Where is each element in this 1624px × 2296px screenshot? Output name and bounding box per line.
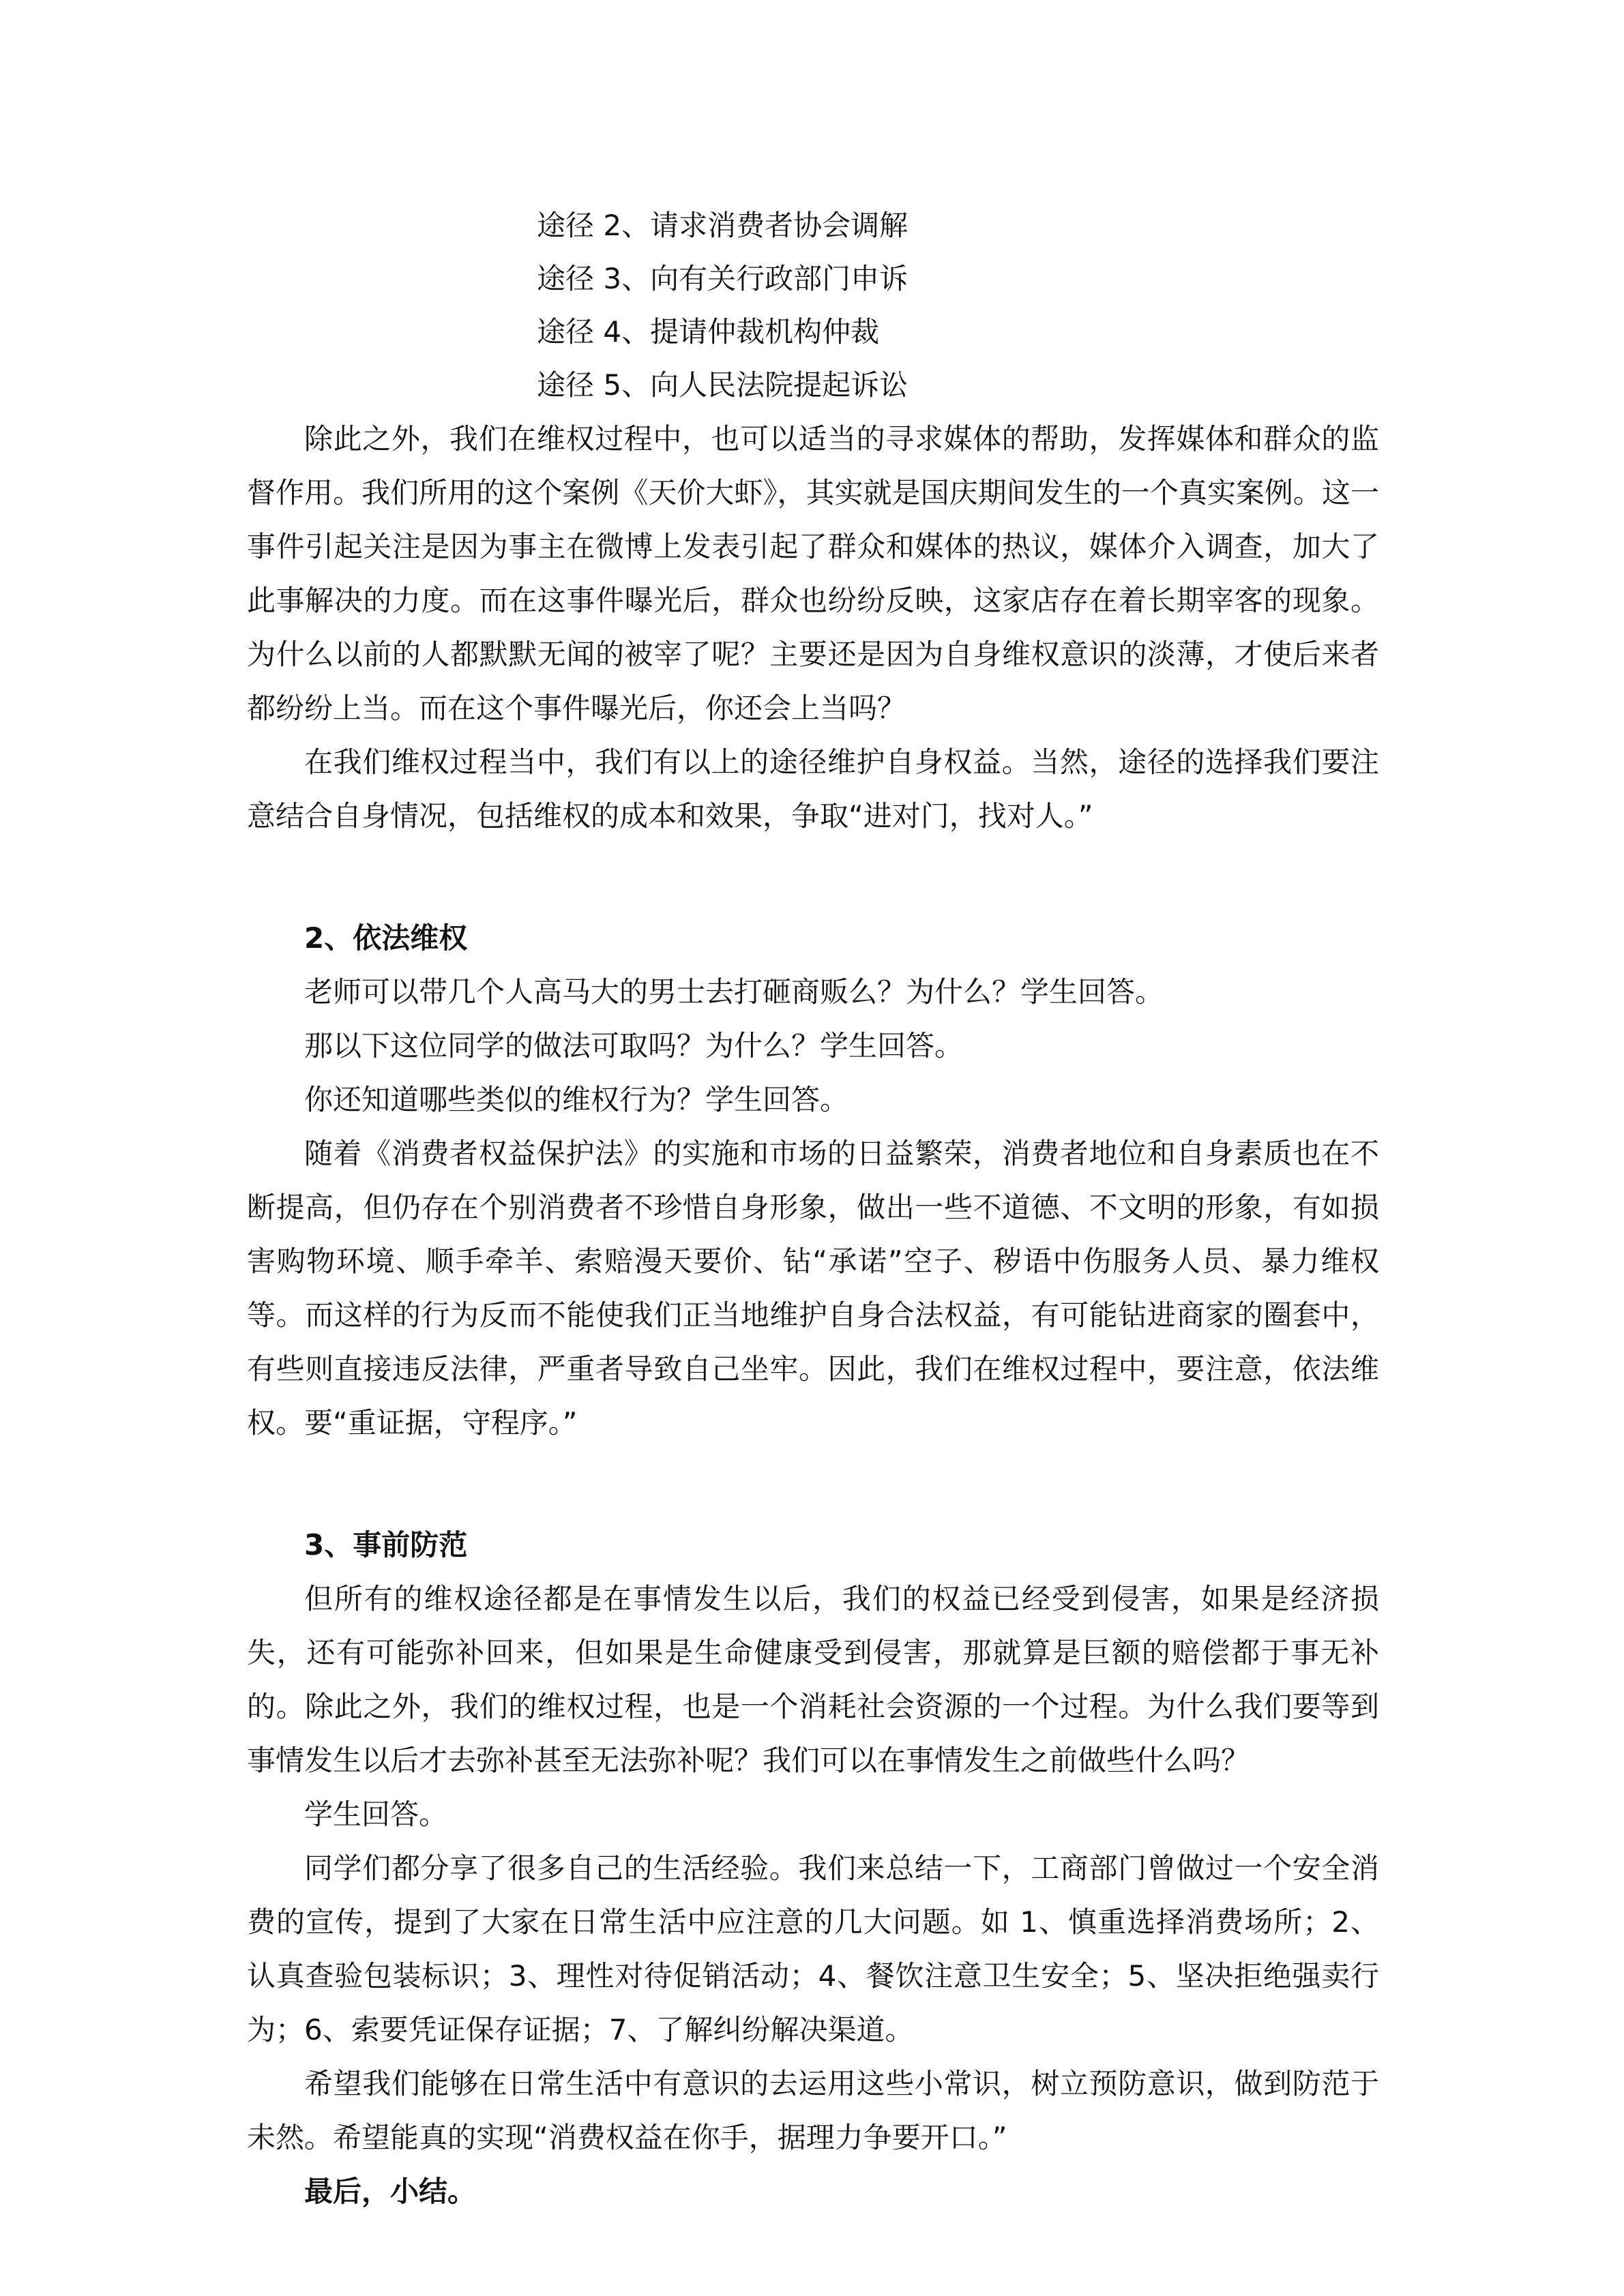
body-paragraph: 除此之外，我们在维权过程中，也可以适当的寻求媒体的帮助，发挥媒体和群众的监督作用。我们所用的这个案例《天价大虾》，其实就是国庆期间发生的一个真实案例。这一事件引起关注是因为事主在微博上发表引起了群众和媒体的热议，媒体介入调查，加大了此事解决的力度。而在这事件曝光后，群众也纷纷反映，这家店存在着长期宰客的现象。为什么以前的人都默默无闻的被宰了呢？主要还是因为自身维权意识的淡薄，才使后来者都纷纷上当。而在这个事件曝光后，你还会上当吗？ [247, 422, 1379, 725]
route-item: 途径 2、请求消费者协会调解 [537, 209, 909, 242]
body-paragraph: 那以下这位同学的做法可取吗？为什么？学生回答。 [304, 1029, 964, 1062]
body-paragraph: 随着《消费者权益保护法》的实施和市场的日益繁荣，消费者地位和自身素质也在不断提高，但仍存在个别消费者不珍惜自身形象，做出一些不道德、不文明的形象，有如损害购物环境、顺手牵羊、索赔漫天要价、钻“承诺”空子、秽语中伤服务人员、暴力维权等。而这样的行为反而不能使我们正当地维护自身合法权益，有可能钻进商家的圈套中，有些则直接违反法律，严重者导致自己坐牢。因此，我们在维权过程中，要注意，依法维权。要“重证据，守程序。” [247, 1137, 1379, 1440]
body-paragraph: 但所有的维权途径都是在事情发生以后，我们的权益已经受到侵害，如果是经济损失，还有可能弥补回来，但如果是生命健康受到侵害，那就算是巨额的赔偿都于事无补的。除此之外，我们的维权过程，也是一个消耗社会资源的一个过程。为什么我们要等到事情发生以后才去弥补甚至无法弥补呢？我们可以在事情发生之前做些什么吗？ [247, 1582, 1379, 1777]
document-content [247, 199, 1379, 2218]
route-item: 途径 3、向有关行政部门申诉 [537, 262, 909, 295]
route-item: 途径 4、提请仲裁机构仲裁 [537, 315, 880, 348]
closing-heading: 最后，小结。 [304, 2175, 477, 2208]
body-paragraph: 你还知道哪些类似的维权行为？学生回答。 [304, 1083, 849, 1116]
body-paragraph: 老师可以带几个人高马大的男士去打砸商贩么？为什么？学生回答。 [304, 975, 1164, 1009]
section-heading: 3、事前防范 [304, 1528, 468, 1562]
body-paragraph: 希望我们能够在日常生活中有意识的去运用这些小常识，树立预防意识，做到防范于未然。希望能真的实现“消费权益在你手，据理力争要开口。” [247, 2067, 1379, 2154]
body-paragraph: 在我们维权过程当中，我们有以上的途径维护自身权益。当然，途径的选择我们要注意结合自身情况，包括维权的成本和效果，争取“进对门，找对人。” [247, 745, 1379, 833]
body-paragraph: 学生回答。 [304, 1798, 448, 1831]
route-list [247, 199, 1379, 412]
route-item: 途径 5、向人民法院提起诉讼 [537, 368, 909, 402]
body-paragraph: 同学们都分享了很多自己的生活经验。我们来总结一下，工商部门曾做过一个安全消费的宣传，提到了大家在日常生活中应注意的几大问题。如 1、慎重选择消费场所；2、认真查验包装标识；3、理性对待促销活动；4、餐饮注意卫生安全；5、坚决拒绝强卖行为；6、索要凭证保存证据；7、了解纠纷解决渠道。 [247, 1851, 1379, 2046]
section-heading: 2、依法维权 [304, 921, 468, 955]
